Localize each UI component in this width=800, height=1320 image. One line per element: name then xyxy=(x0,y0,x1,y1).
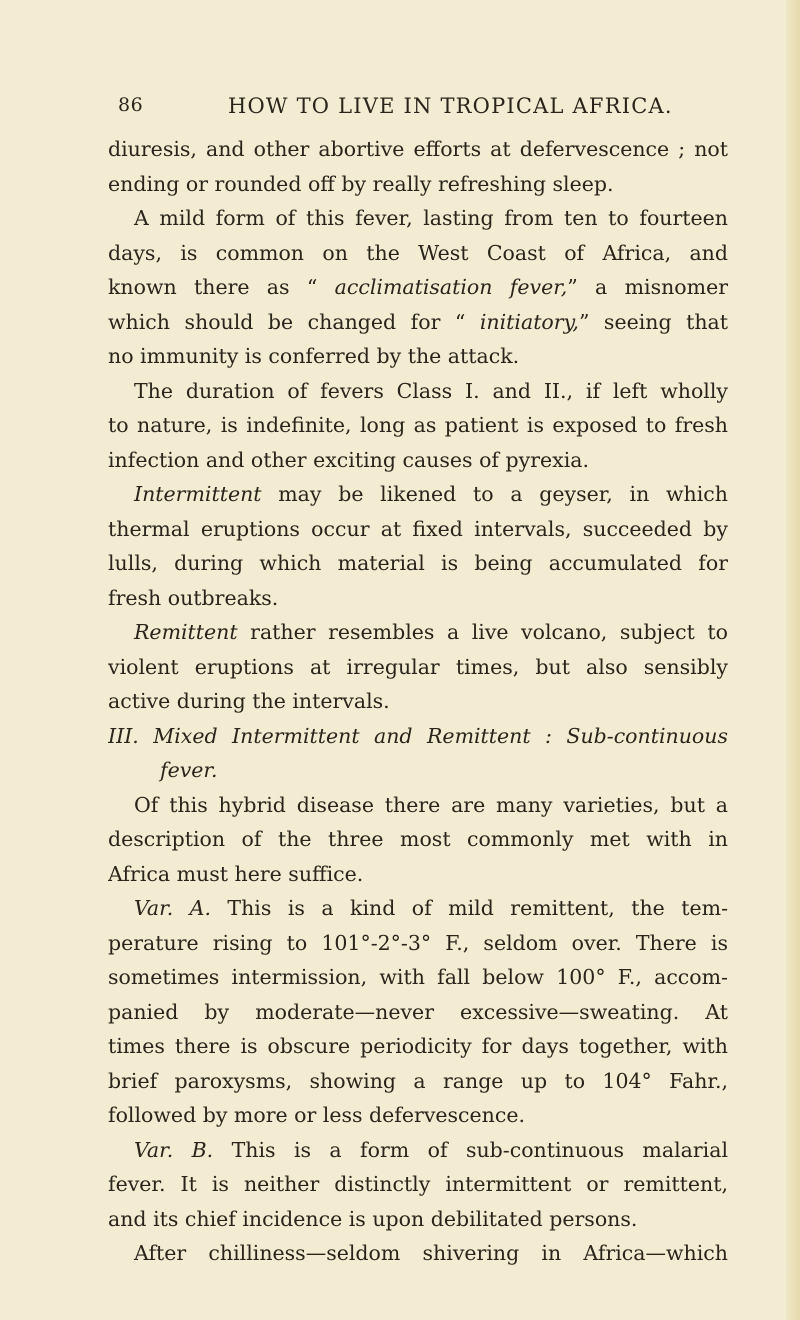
text-line: fresh outbreaks. xyxy=(108,585,279,610)
text-line: panied by moderate—never excessive—sweating. At xyxy=(108,999,728,1024)
text-line: sometimes intermission, with fall below 100° F., accom- xyxy=(108,965,728,989)
text-line: infection and other exciting causes of pyrexia. xyxy=(108,447,590,472)
text-line: Of this hybrid disease there are many varieties, but a xyxy=(134,792,728,817)
text-line: fever. It is neither distinctly intermittent or remittent, xyxy=(108,1172,728,1196)
text-line: to nature, is indefinite, long as patient is exposed to fresh xyxy=(108,413,728,437)
text-line: Var. B. This is a form of sub-continuous malarial xyxy=(134,1137,728,1162)
page-header xyxy=(118,94,738,130)
text-line: which should be changed for “ initiatory,” seeing that xyxy=(108,309,728,334)
section-heading xyxy=(108,753,728,788)
italic-text: initiatory, xyxy=(479,309,579,334)
page-number: 86 xyxy=(118,94,144,116)
text-line: and its chief incidence is upon debilitated persons. xyxy=(108,1206,638,1231)
text-line: Africa must here suffice. xyxy=(108,861,364,886)
text-line: brief paroxysms, showing a range up to 104° Fahr., xyxy=(108,1068,728,1093)
text-line: The duration of fevers Class I. and II., if left wholly xyxy=(134,378,728,403)
text-line: Var. A. This is a kind of mild remittent, the tem- xyxy=(134,896,728,920)
italic-text: fever. xyxy=(160,758,218,782)
italic-text: Var. A. xyxy=(134,896,211,920)
text-line: Remittent rather resembles a live volcano, subject to xyxy=(134,620,728,644)
italic-text: Var. B. xyxy=(134,1137,214,1162)
text-line: ending or rounded off by really refreshing sleep. xyxy=(108,171,614,196)
text-line: lulls, during which material is being accumulated for xyxy=(108,551,728,575)
text-line: times there is obscure periodicity for days together, with xyxy=(108,1034,728,1058)
text-line: active during the intervals. xyxy=(108,689,390,713)
section-heading xyxy=(108,719,728,754)
text-line: perature rising to 101°-2°-3° F., seldom over. There is xyxy=(108,930,728,955)
running-head: HOW TO LIVE IN TROPICAL AFRICA. xyxy=(228,94,673,118)
body-text xyxy=(108,132,728,1271)
italic-text: III. Mixed Intermittent and Remittent : Sub-continuous xyxy=(108,723,728,748)
italic-text: Remittent xyxy=(134,620,238,644)
text-line: violent eruptions at irregular times, but also sensibly xyxy=(108,654,728,679)
text-line: thermal eruptions occur at fixed intervals, succeeded by xyxy=(108,516,728,541)
text-line: A mild form of this fever, lasting from ten to fourteen xyxy=(134,206,728,230)
text-line: After chilliness—seldom shivering in Africa—which xyxy=(134,1241,728,1265)
italic-text: Intermittent xyxy=(134,482,262,506)
text-line: description of the three most commonly met with in xyxy=(108,827,728,851)
text-line: known there as “ acclimatisation fever,” a misnomer xyxy=(108,275,728,299)
italic-text: acclimatisation fever, xyxy=(334,275,568,299)
text-line: Intermittent may be likened to a geyser, in which xyxy=(134,482,728,506)
text-line: days, is common on the West Coast of Africa, and xyxy=(108,240,728,265)
text-line: followed by more or less defervescence. xyxy=(108,1103,526,1127)
text-line: diuresis, and other abortive efforts at defervescence ; not xyxy=(108,137,728,161)
page-edge xyxy=(786,0,800,1320)
text-line: no immunity is conferred by the attack. xyxy=(108,344,520,368)
